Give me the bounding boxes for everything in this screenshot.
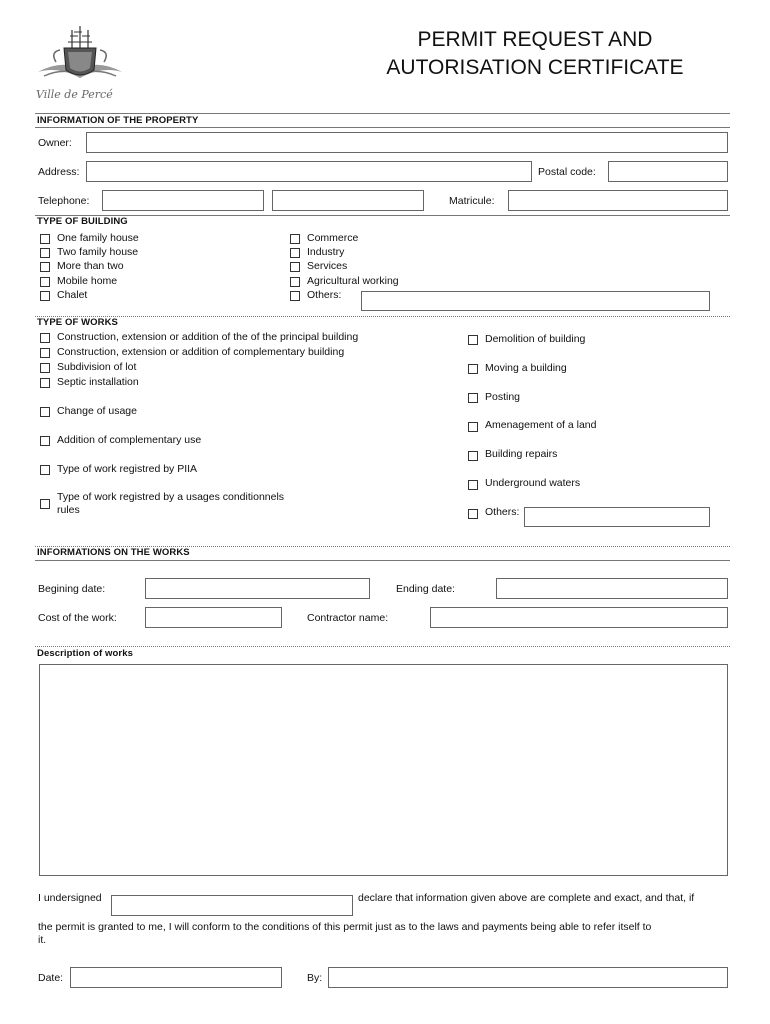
checkbox-demolition[interactable] (468, 335, 478, 345)
building-others-field[interactable] (361, 291, 710, 311)
date-label: Date: (38, 972, 64, 984)
logo-text: Ville de Percé (36, 88, 113, 101)
telephone-field[interactable] (102, 190, 264, 211)
checkbox-complementary-building[interactable] (40, 348, 50, 358)
description-heading: Description of works (37, 648, 133, 659)
section-heading-building: TYPE OF BUILDING (37, 216, 128, 227)
postal-code-field[interactable] (608, 161, 728, 182)
option-label: Change of usage (57, 405, 137, 417)
option-label: Demolition of building (485, 333, 586, 345)
checkbox-industry[interactable] (290, 248, 300, 258)
telephone-label: Telephone: (38, 195, 90, 207)
option-label: Others: (307, 289, 342, 301)
option-label: Type of work registred by PIIA (57, 463, 198, 475)
option-label-continued: rules (57, 504, 80, 516)
end-date-field[interactable] (496, 578, 728, 599)
undersigned-field[interactable] (111, 895, 353, 916)
contractor-field[interactable] (430, 607, 728, 628)
matricule-label: Matricule: (449, 195, 495, 207)
checkbox-piia[interactable] (40, 465, 50, 475)
checkbox-commerce[interactable] (290, 234, 300, 244)
declaration-text-2: the permit is granted to me, I will conform to the conditions of this permit just as to the laws and payments being able to refer itself to (38, 921, 652, 933)
option-label: Amenagement of a land (485, 419, 597, 431)
by-label: By: (307, 972, 323, 984)
checkbox-more-than-two[interactable] (40, 262, 50, 272)
checkbox-works-others[interactable] (468, 509, 478, 519)
checkbox-services[interactable] (290, 262, 300, 272)
section-heading-works: TYPE OF WORKS (37, 317, 118, 328)
begin-date-label: Begining date: (38, 583, 106, 595)
option-label: Industry (307, 246, 345, 258)
checkbox-moving-building[interactable] (468, 364, 478, 374)
option-label: Building repairs (485, 448, 558, 460)
option-label: Others: (485, 506, 520, 518)
divider (35, 127, 730, 128)
postal-code-label: Postal code: (538, 166, 596, 178)
option-label: Mobile home (57, 275, 118, 287)
divider (35, 646, 730, 647)
checkbox-change-usage[interactable] (40, 407, 50, 417)
description-field[interactable] (39, 664, 728, 876)
declaration-text-1: declare that information given above are complete and exact, and that, if (358, 892, 695, 904)
option-label: Services (307, 260, 348, 272)
matricule-field[interactable] (508, 190, 728, 211)
begin-date-field[interactable] (145, 578, 370, 599)
checkbox-amenagement-land[interactable] (468, 422, 478, 432)
section-heading-property: INFORMATION OF THE PROPERTY (37, 115, 199, 126)
checkbox-posting[interactable] (468, 393, 478, 403)
date-field[interactable] (70, 967, 282, 988)
checkbox-underground-waters[interactable] (468, 480, 478, 490)
option-label: Commerce (307, 232, 359, 244)
checkbox-building-others[interactable] (290, 291, 300, 301)
address-label: Address: (38, 166, 80, 178)
undersigned-label: I undersigned (38, 892, 102, 904)
divider (35, 560, 730, 561)
option-label: Posting (485, 391, 521, 403)
checkbox-principal-building[interactable] (40, 333, 50, 343)
section-heading-works-info: INFORMATIONS ON THE WORKS (37, 547, 190, 558)
title-line-2: AUTORISATION CERTIFICATE (386, 56, 684, 79)
option-label: Chalet (57, 289, 88, 301)
option-label: Type of work registred by a usages conditionnels (57, 491, 285, 503)
option-label: More than two (57, 260, 124, 272)
page-title (340, 26, 730, 82)
option-label: Underground waters (485, 477, 581, 489)
option-label: Addition of complementary use (57, 434, 202, 446)
works-others-field[interactable] (524, 507, 710, 527)
checkbox-two-family-house[interactable] (40, 248, 50, 258)
divider (35, 316, 730, 317)
option-label: Construction, extension or addition of complementary building (57, 346, 345, 358)
option-label: Two family house (57, 246, 139, 258)
divider (35, 113, 730, 114)
option-label: Agricultural working (307, 275, 399, 287)
address-field[interactable] (86, 161, 532, 182)
divider (35, 215, 730, 216)
cost-field[interactable] (145, 607, 282, 628)
option-label: Subdivision of lot (57, 361, 137, 373)
checkbox-building-repairs[interactable] (468, 451, 478, 461)
option-label: Construction, extension or addition of the of the principal building (57, 331, 359, 343)
checkbox-usages-conditionnels[interactable] (40, 499, 50, 509)
telephone-field-2[interactable] (272, 190, 424, 211)
option-label: One family house (57, 232, 139, 244)
cost-label: Cost of the work: (38, 612, 117, 624)
contractor-label: Contractor name: (307, 612, 389, 624)
checkbox-one-family-house[interactable] (40, 234, 50, 244)
option-label: Moving a building (485, 362, 567, 374)
declaration-text-3: it. (38, 934, 47, 946)
end-date-label: Ending date: (396, 583, 455, 595)
checkbox-complementary-use[interactable] (40, 436, 50, 446)
checkbox-mobile-home[interactable] (40, 277, 50, 287)
checkbox-septic-installation[interactable] (40, 378, 50, 388)
logo (30, 22, 130, 102)
option-label: Septic installation (57, 376, 139, 388)
owner-label: Owner: (38, 137, 72, 149)
title-line-1: PERMIT REQUEST AND (417, 28, 653, 51)
checkbox-chalet[interactable] (40, 291, 50, 301)
checkbox-agricultural-working[interactable] (290, 277, 300, 287)
by-field[interactable] (328, 967, 728, 988)
checkbox-subdivision-lot[interactable] (40, 363, 50, 373)
owner-field[interactable] (86, 132, 728, 153)
city-crest-icon (30, 22, 130, 90)
